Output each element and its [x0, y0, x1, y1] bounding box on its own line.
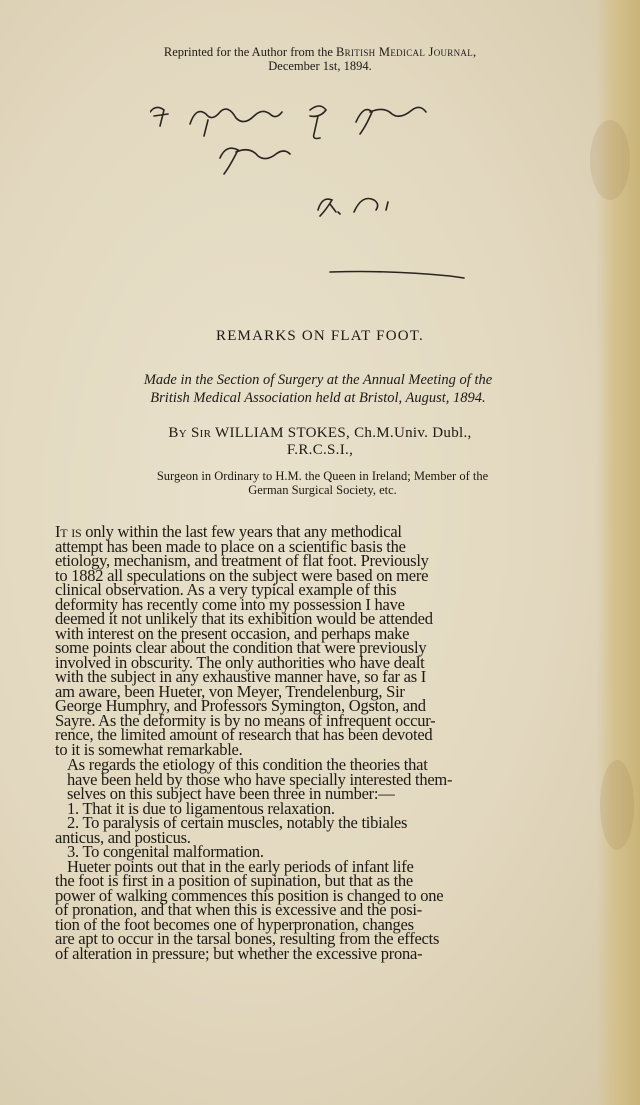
list-item-3: 3. To congenital malformation.	[67, 842, 264, 861]
article-body	[55, 522, 570, 963]
text-line: to 1882 all speculations on the subject were based on mere	[55, 565, 429, 585]
subtitle-line-1: Made in the Section of Surgery at the Annual Meeting of the	[143, 372, 493, 388]
byline	[50, 425, 590, 459]
subtitle-line-2: British Medical Association held at Bristol, August, 1894.	[150, 390, 486, 406]
reprint-date: December 1st, 1894.	[268, 59, 372, 73]
affiliation-line-1: Surgeon in Ordinary to H.M. the Queen in Ireland; Member of the	[156, 469, 489, 483]
affiliation-line-2: German Surgical Society, etc.	[248, 483, 397, 497]
text-line: have been held by those who have specially interested them-	[67, 769, 453, 789]
paragraph-3	[55, 856, 570, 963]
author-name: WILLIAM STOKES, Ch.M.Univ. Dubl.,	[215, 425, 472, 441]
text-line: power of walking commences this position is changed to one	[55, 885, 444, 905]
paragraph-1-lead: It is	[55, 522, 82, 541]
text-line: etiology, mechanism, and treatment of flat foot. Previously	[55, 551, 429, 570]
text-line: of alteration in pressure; but whether the excessive prona-	[55, 943, 423, 963]
text-line: As regards the etiology of this condition the theories that	[67, 755, 428, 774]
text-line: rence, the limited amount of research that has been devoted	[55, 725, 433, 744]
reprint-line-1-prefix: Reprinted for the Author from the	[163, 45, 337, 59]
foxing-stain	[590, 120, 630, 200]
handwritten-inscription	[150, 100, 490, 290]
foxing-stain	[600, 760, 634, 850]
paragraph-2	[55, 755, 570, 803]
reprint-line-1-suffix: ,	[473, 45, 477, 59]
author-degree: F.R.C.S.I.,	[286, 442, 354, 458]
text-line: with interest on the present occasion, and perhaps make	[55, 623, 410, 643]
reprint-notice	[80, 45, 560, 73]
text-line: the foot is first in a position of supination, but that as the	[55, 871, 413, 890]
paragraph-1-line-1: It is only within the last few years that any methodical	[55, 522, 402, 541]
text-line: deformity has recently come into my possession I have	[55, 594, 405, 614]
text-line: tion of the foot becomes one of hyperpronation, changes	[55, 914, 414, 934]
subtitle	[58, 371, 578, 407]
text-line: some points clear about the condition that were previously	[55, 638, 427, 657]
list-item-1: 1. That it is due to ligamentous relaxation.	[67, 798, 335, 818]
author-affiliation	[55, 469, 590, 497]
text-line: attempt has been made to place on a scientific basis the	[55, 536, 406, 556]
paragraph-1	[55, 522, 570, 759]
text-line: Sayre. As the deformity is by no means of infrequent occur-	[55, 710, 436, 730]
text-line: am aware, been Hueter, von Meyer, Trendelenburg, Sir	[55, 681, 405, 701]
text-line: to it is somewhat remarkable.	[55, 739, 243, 759]
text-line: Hueter points out that in the early periods of infant life	[67, 856, 414, 876]
text-line: clinical observation. As a very typical example of this	[55, 580, 397, 599]
reprint-journal: British Medical Journal	[336, 45, 474, 59]
text-line: selves on this subject have been three in number:—	[67, 784, 395, 803]
page-title: REMARKS ON FLAT FOOT.	[215, 328, 424, 344]
text-line: of pronation, and that when this is excessive and the posi-	[55, 900, 422, 919]
text-line: deemed it not unlikely that its exhibition would be attended	[55, 609, 433, 628]
list-item-2: 2. To paralysis of certain muscles, notably the tibiales anticus, and posticus.	[55, 813, 408, 847]
text-line: involved in obscurity. The only authorities who have dealt	[55, 652, 425, 672]
byline-by: By Sir	[168, 425, 212, 441]
text-line: George Humphry, and Professors Symington, Ogston, and	[55, 696, 426, 715]
text-line: with the subject in any exhaustive manner have, so far as I	[55, 667, 427, 686]
text-line: are apt to occur in the tarsal bones, resulting from the effects	[55, 929, 440, 948]
